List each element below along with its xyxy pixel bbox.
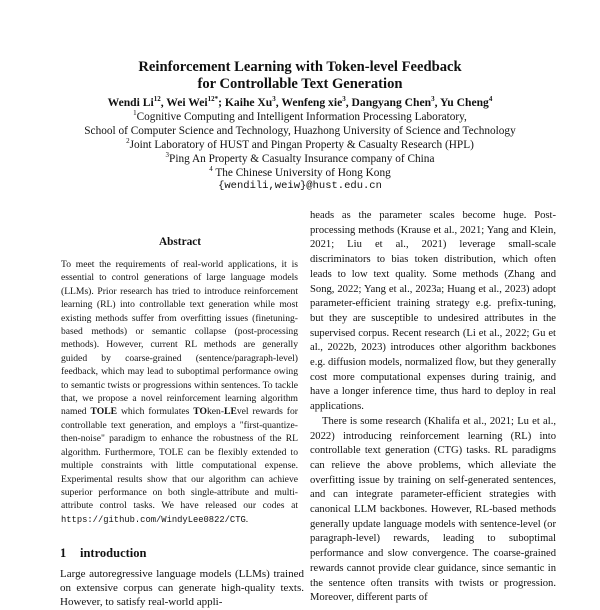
paragraph: heads as the parameter scales become huge. Post-processing methods (Krause et al., 2021; Yang and Klein, 2021; Liu et al., 2021) leverage small-scale discriminators to bias token distribution, which often leads to low text quality. Some methods (Zhang and Song, 2022; Yang et al., 2023a; Huang et al., 2023) adopt parameter-efficient training strategy e.g. prefix-tuning, but they are susceptible to undesired attributes in the supervised corpus. Recent research (Li et al., 2022; Gu et al., 2022b, 2023) introduces other algorithm backbones e.g. diffusion models, normalized flow, but they generally cost more computational expenses during trainig, and have a longer inference time, thus hard to deploy in real applications.	[310, 210, 556, 413]
section-heading-introduction: 1 introduction	[60, 546, 147, 560]
affiliation-4: $^4$ The Chinese University of Hong Kong	[209, 165, 391, 179]
paper-title	[0, 59, 600, 93]
contact-email: {wendili,weiw}@hust.edu.cn	[218, 180, 382, 192]
author: Yu Cheng$^4$	[439, 95, 493, 109]
introduction-text: Large autoregressive language models (LLMs) trained on extensive corpus can generate high-quality texts. However, to satisfy real-world appli-	[60, 568, 304, 609]
code-link[interactable]: https://github.com/WindyLee0822/CTG	[61, 514, 246, 525]
affiliation-3: $^3$Ping An Property & Casualty Insurance company of China	[165, 151, 435, 165]
abstract-text: To meet the requirements of real-world applications, it is essential to control generations of large language models (LLMs). Prior research has tried to introduce reinforcement learning (RL) into controllable text generation while most existing methods suffer from overfitting issues (finetuning-based methods) or semantic collapse (post-processing methods). However, current RL methods are generally guided by coarse-grained (sentence/paragraph-level) feedback, which may lead to suboptimal performance owing to semantic twists or progressions within sentences. To tackle that, we propose a novel reinforcement learning algorithm named TOLE which formulates TOken-LEvel rewards for controllable text generation, and employs a "first-quantize-then-noise" paradigm to enhance the robustness of the RL algorithm. Furthermore, TOLE can be flexibly extended to multiple constraints with little computational expense. Experimental results show that our algorithm can achieve superior performance on both single-attribute and multi-attribute control tasks. We have released our codes at https://github.com/WindyLee0822/CTG.	[61, 259, 298, 525]
abstract-heading: Abstract	[158, 236, 202, 248]
title-line-2: for Controllable Text Generation	[197, 76, 403, 92]
author: Wenfeng xie$^3$,	[281, 95, 352, 109]
author: Wei Wei$^{12*}$;	[166, 95, 225, 109]
author-list	[0, 96, 600, 110]
affiliation-2: $^2$Joint Laboratory of HUST and Pingan Property & Casualty Research (HPL)	[126, 137, 474, 151]
paragraph: There is some research (Khalifa et al., 2021; Lu et al., 2022) introducing reinforcement learning (RL) into controllable text generation (CTG) tasks. RL paradigms can relieve the above problems, which alleviate the overfitting issue by training on self-generated sentences, and can integrate parameter-efficient strategies with canonical LLM backbones. However, RL-based methods generally update language models with sentence-level (or paragraph-level) rewards, leading to suboptimal performance and slow convergence. The coarse-grained rewards cannot provide clear guidance, since semantic in the sentence often transits with twists or progression. Moreover, different parts of	[310, 415, 556, 604]
author: Kaihe Xu$^3$,	[224, 95, 282, 109]
affiliation-1-cont: School of Computer Science and Technology, Huazhong University of Science and Technology	[84, 125, 516, 137]
title-line-1: Reinforcement Learning with Token-level Feedback	[138, 59, 462, 75]
author: Dangyang Chen$^3$,	[351, 95, 440, 109]
affiliation-1: $^1$Cognitive Computing and Intelligent Information Processing Laboratory,	[133, 109, 467, 123]
right-column-text	[310, 209, 556, 606]
author: Wendi Li$^{12}$,	[107, 95, 167, 109]
